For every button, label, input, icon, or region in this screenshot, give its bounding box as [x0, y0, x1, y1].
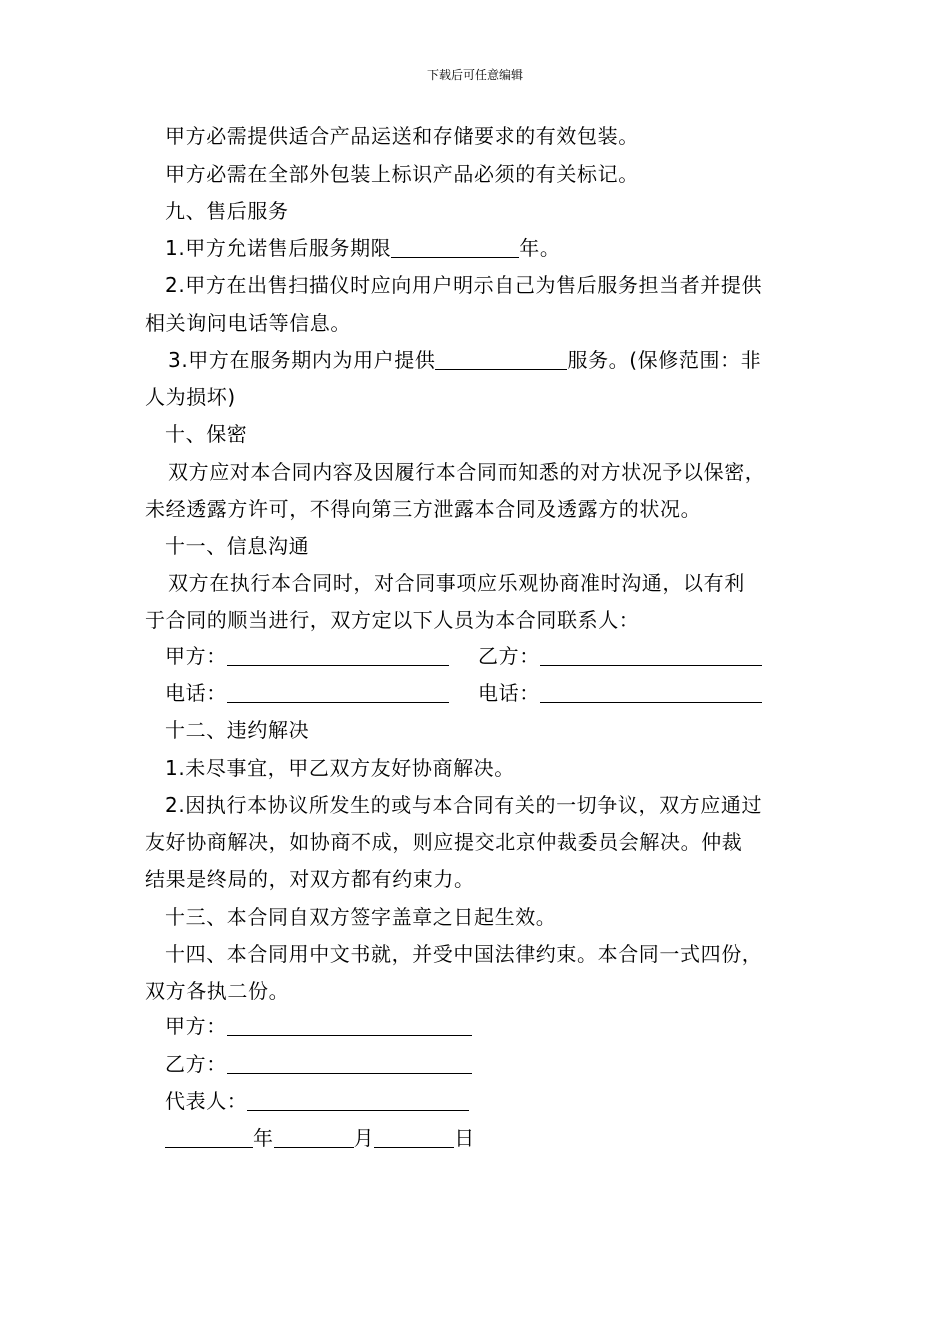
- clause-warranty-period-text: 1.甲方允诺售后服务期限: [165, 236, 392, 260]
- page-header-note: 下载后可任意编辑: [426, 68, 523, 82]
- warranty-period-blank[interactable]: [391, 237, 519, 258]
- paragraph-packaging-1: 甲方必需提供适合产品运送和存储要求的有效包装。: [165, 124, 639, 148]
- clause-service-provision: [168, 348, 848, 372]
- section-heading-after-sales: 九、售后服务: [165, 199, 289, 223]
- contact-party-a-blank[interactable]: [227, 645, 449, 666]
- date-year-blank[interactable]: [165, 1127, 253, 1148]
- signature-party-a-blank[interactable]: [227, 1015, 472, 1036]
- paragraph-communication-1: 双方在执行本合同时，对合同事项应乐观协商准时沟通，以有利: [168, 571, 745, 595]
- phone-party-a-label: 电话：: [165, 681, 227, 705]
- paragraph-packaging-2: 甲方必需在全部外包装上标识产品必须的有关标记。: [165, 162, 639, 186]
- phone-party-b-row: [478, 681, 798, 705]
- section-heading-communication: 十一、信息沟通: [165, 534, 310, 558]
- contact-party-b-row: [478, 644, 798, 668]
- paragraph-confidentiality-1: 双方应对本合同内容及因履行本合同而知悉的对方状况予以保密，: [168, 460, 766, 484]
- signature-date-row: [165, 1126, 845, 1150]
- date-day-blank[interactable]: [374, 1127, 454, 1148]
- phone-party-b-blank[interactable]: [540, 682, 762, 703]
- phone-party-a-blank[interactable]: [227, 682, 449, 703]
- clause-service-provision-2: 人为损坏): [145, 385, 236, 409]
- clause-warranty-period: [165, 236, 845, 260]
- signature-representative-row: [165, 1089, 845, 1113]
- paragraph-confidentiality-2: 未经透露方许可，不得向第三方泄露本合同及透露方的状况。: [145, 497, 702, 521]
- clause-dispute-2-line3: 结果是终局的，对双方都有约束力。: [145, 867, 475, 891]
- contact-party-b-label: 乙方：: [478, 644, 540, 668]
- signature-party-a-row: [165, 1014, 845, 1038]
- signature-representative-blank[interactable]: [247, 1090, 469, 1111]
- clause-dispute-2-line2: 友好协商解决，如协商不成，则应提交北京仲裁委员会解决。仲裁: [145, 830, 743, 854]
- clause-dispute-2-line1: 2.因执行本协议所发生的或与本合同有关的一切争议，双方应通过: [165, 793, 763, 817]
- contact-party-a-label: 甲方：: [165, 644, 227, 668]
- section-heading-dispute: 十二、违约解决: [165, 718, 310, 742]
- section-language-copies-2: 双方各执二份。: [145, 979, 290, 1003]
- date-month-label: 月: [353, 1126, 375, 1150]
- clause-warranty-period-suffix: 年。: [519, 236, 561, 260]
- contact-party-b-blank[interactable]: [540, 645, 762, 666]
- signature-representative-label: 代表人：: [165, 1089, 248, 1113]
- date-day-label: 日: [454, 1126, 475, 1150]
- clause-service-contact-2: 相关询问电话等信息。: [145, 311, 351, 335]
- phone-party-b-label: 电话：: [478, 681, 540, 705]
- clause-service-provision-suffix: 服务。(保修范围：非: [567, 348, 762, 372]
- signature-party-b-label: 乙方：: [165, 1052, 227, 1076]
- clause-service-provision-text: 3.甲方在服务期内为用户提供: [168, 348, 436, 372]
- service-content-blank[interactable]: [435, 349, 567, 370]
- signature-party-b-blank[interactable]: [227, 1053, 472, 1074]
- section-heading-confidentiality: 十、保密: [165, 422, 248, 446]
- paragraph-communication-2: 于合同的顺当进行，双方定以下人员为本合同联系人：: [145, 608, 640, 632]
- section-language-copies-1: 十四、本合同用中文书就，并受中国法律约束。本合同一式四份，: [165, 942, 763, 966]
- date-year-label: 年: [253, 1126, 274, 1150]
- section-effective-date: 十三、本合同自双方签字盖章之日起生效。: [165, 905, 557, 929]
- signature-party-a-label: 甲方：: [165, 1014, 227, 1038]
- signature-party-b-row: [165, 1052, 845, 1076]
- clause-service-contact-1: 2.甲方在出售扫描仪时应向用户明示自己为售后服务担当者并提供: [165, 273, 763, 297]
- clause-dispute-1: 1.未尽事宜，甲乙双方友好协商解决。: [165, 756, 515, 780]
- date-month-blank[interactable]: [274, 1127, 354, 1148]
